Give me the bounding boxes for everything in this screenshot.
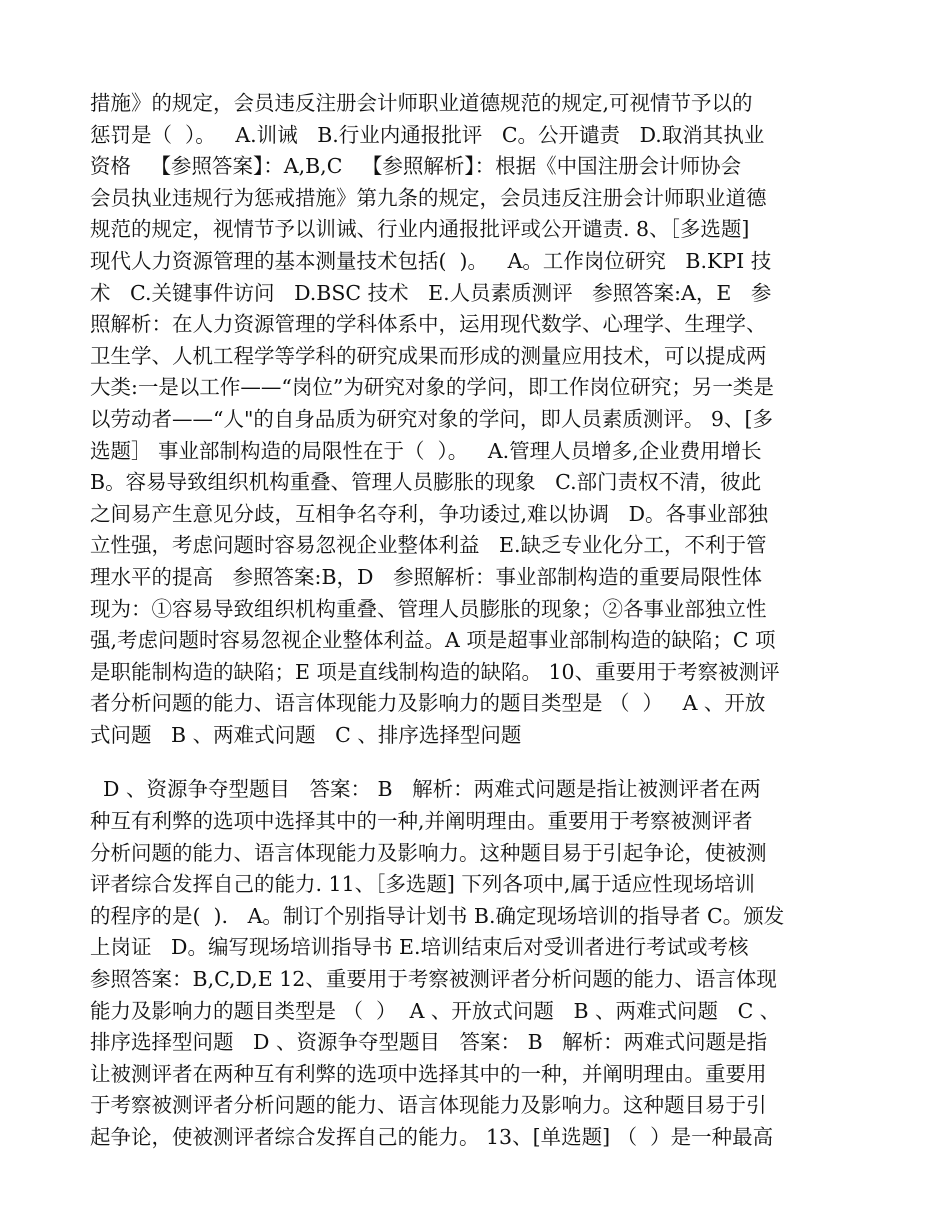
- text-line: 现为：①容易导致组织机构重叠、管理人员膨胀的现象；②各事业部独立性: [90, 596, 767, 621]
- text-line: 惩罚是（ ）。 A.训诫 B.行业内通报批评 C。公开谴责 D.取消其执业: [90, 122, 765, 147]
- text-line: 现代人力资源管理的基本测量技术包括( )。 A。工作岗位研究 B.KPI 技: [90, 248, 772, 273]
- text-line: 起争论，使被测评者综合发挥自己的能力。 13、[单选题] （ ）是一种最高: [90, 1125, 774, 1149]
- text-line: 参照答案：B,C,D,E 12、重要用于考察被测评者分析问题的能力、语言体现: [90, 967, 777, 992]
- text-line: B。容易导致组织机构重叠、管理人员膨胀的现象 C.部门责权不清，彼此: [90, 470, 762, 495]
- text-line: 排序选择型问题 D 、资源争夺型题目 答案： B 解析：两难式问题是指: [90, 1030, 768, 1055]
- text-line: 规范的规定，视情节予以训诫、行业内通报批评或公开谴责. 8、［多选题]: [90, 217, 750, 242]
- text-line: 立性强，考虑问题时容易忽视企业整体利益 E.缺乏专业化分工，不利于管: [90, 533, 767, 558]
- text-line: 会员执业违规行为惩戒措施》第九条的规定，会员违反注册会计师职业道德: [90, 185, 767, 210]
- text-line: 之间易产生意见分歧，互相争名夺利，争功诿过,难以协调 D。各事业部独: [90, 501, 768, 526]
- paragraph-spacer: [90, 751, 865, 774]
- text-line: 让被测评者在两种互有利弊的选项中选择其中的一种，并阐明理由。重要用: [90, 1061, 767, 1086]
- text-line: 式问题 B 、两难式问题 C 、排序选择型问题: [90, 722, 522, 747]
- document-page: [90, 88, 865, 1154]
- text-line: 以劳动者——“人"的自身品质为研究对象的学问，即人员素质测评。 9、[多: [90, 406, 773, 431]
- text-line: 大类:一是以工作——“岗位”为研究对象的学问，即工作岗位研究；另一类是: [90, 375, 774, 400]
- text-line: 理水平的提高 参照答案:B，D 参照解析：事业部制构造的重要局限性体: [90, 564, 763, 589]
- text-line: 评者综合发挥自己的能力. 11、［多选题] 下列各项中,属于适应性现场培训: [90, 872, 755, 897]
- text-line: 能力及影响力的题目类型是 （ ） A 、开放式问题 B 、两难式问题 C 、: [90, 998, 781, 1023]
- text-line: 资格 【参照答案】：A,B,C 【参照解析】：根据《中国注册会计师协会: [90, 154, 742, 179]
- text-line: 者分析问题的能力、语言体现能力及影响力的题目类型是 （ ） A 、开放: [90, 691, 766, 716]
- text-line: 选题］ 事业部制构造的局限性在于（ ）。 A.管理人员增多,企业费用增长: [90, 438, 762, 463]
- text-line: 种互有利弊的选项中选择其中的一种,并阐明理由。重要用于考察被测评者: [90, 809, 753, 834]
- paragraph-2: [90, 774, 865, 1153]
- text-line: 照解析：在人力资源管理的学科体系中，运用现代数学、心理学、生理学、: [90, 312, 767, 337]
- text-line: 措施》的规定，会员违反注册会计师职业道德规范的规定,可视情节予以的: [90, 91, 753, 115]
- text-line: 的程序的是( ). A。制订个别指导计划书 B.确定现场培训的指导者 C。颁发: [90, 903, 785, 928]
- text-line: 于考察被测评者分析问题的能力、语言体现能力及影响力。这种题目易于引: [90, 1093, 767, 1118]
- text-line: 分析问题的能力、语言体现能力及影响力。这种题目易于引起争论，使被测: [90, 840, 767, 865]
- text-line: 上岗证 D。编写现场培训指导书 E.培训结束后对受训者进行考试或考核: [90, 935, 749, 960]
- text-line: 是职能制构造的缺陷；E 项是直线制构造的缺陷。 10、重要用于考察被测评: [90, 659, 780, 684]
- text-line: D 、资源争夺型题目 答案： B 解析：两难式问题是指让被测评者在两: [90, 777, 761, 802]
- text-line: 强,考虑问题时容易忽视企业整体利益。A 项是超事业部制构造的缺陷；C 项: [90, 628, 776, 653]
- text-line: 术 C.关键事件访问 D.BSC 技术 E.人员素质测评 参照答案:A，E 参: [90, 280, 772, 305]
- text-line: 卫生学、人机工程学等学科的研究成果而形成的测量应用技术，可以提成两: [90, 343, 767, 368]
- paragraph-1: [90, 88, 865, 751]
